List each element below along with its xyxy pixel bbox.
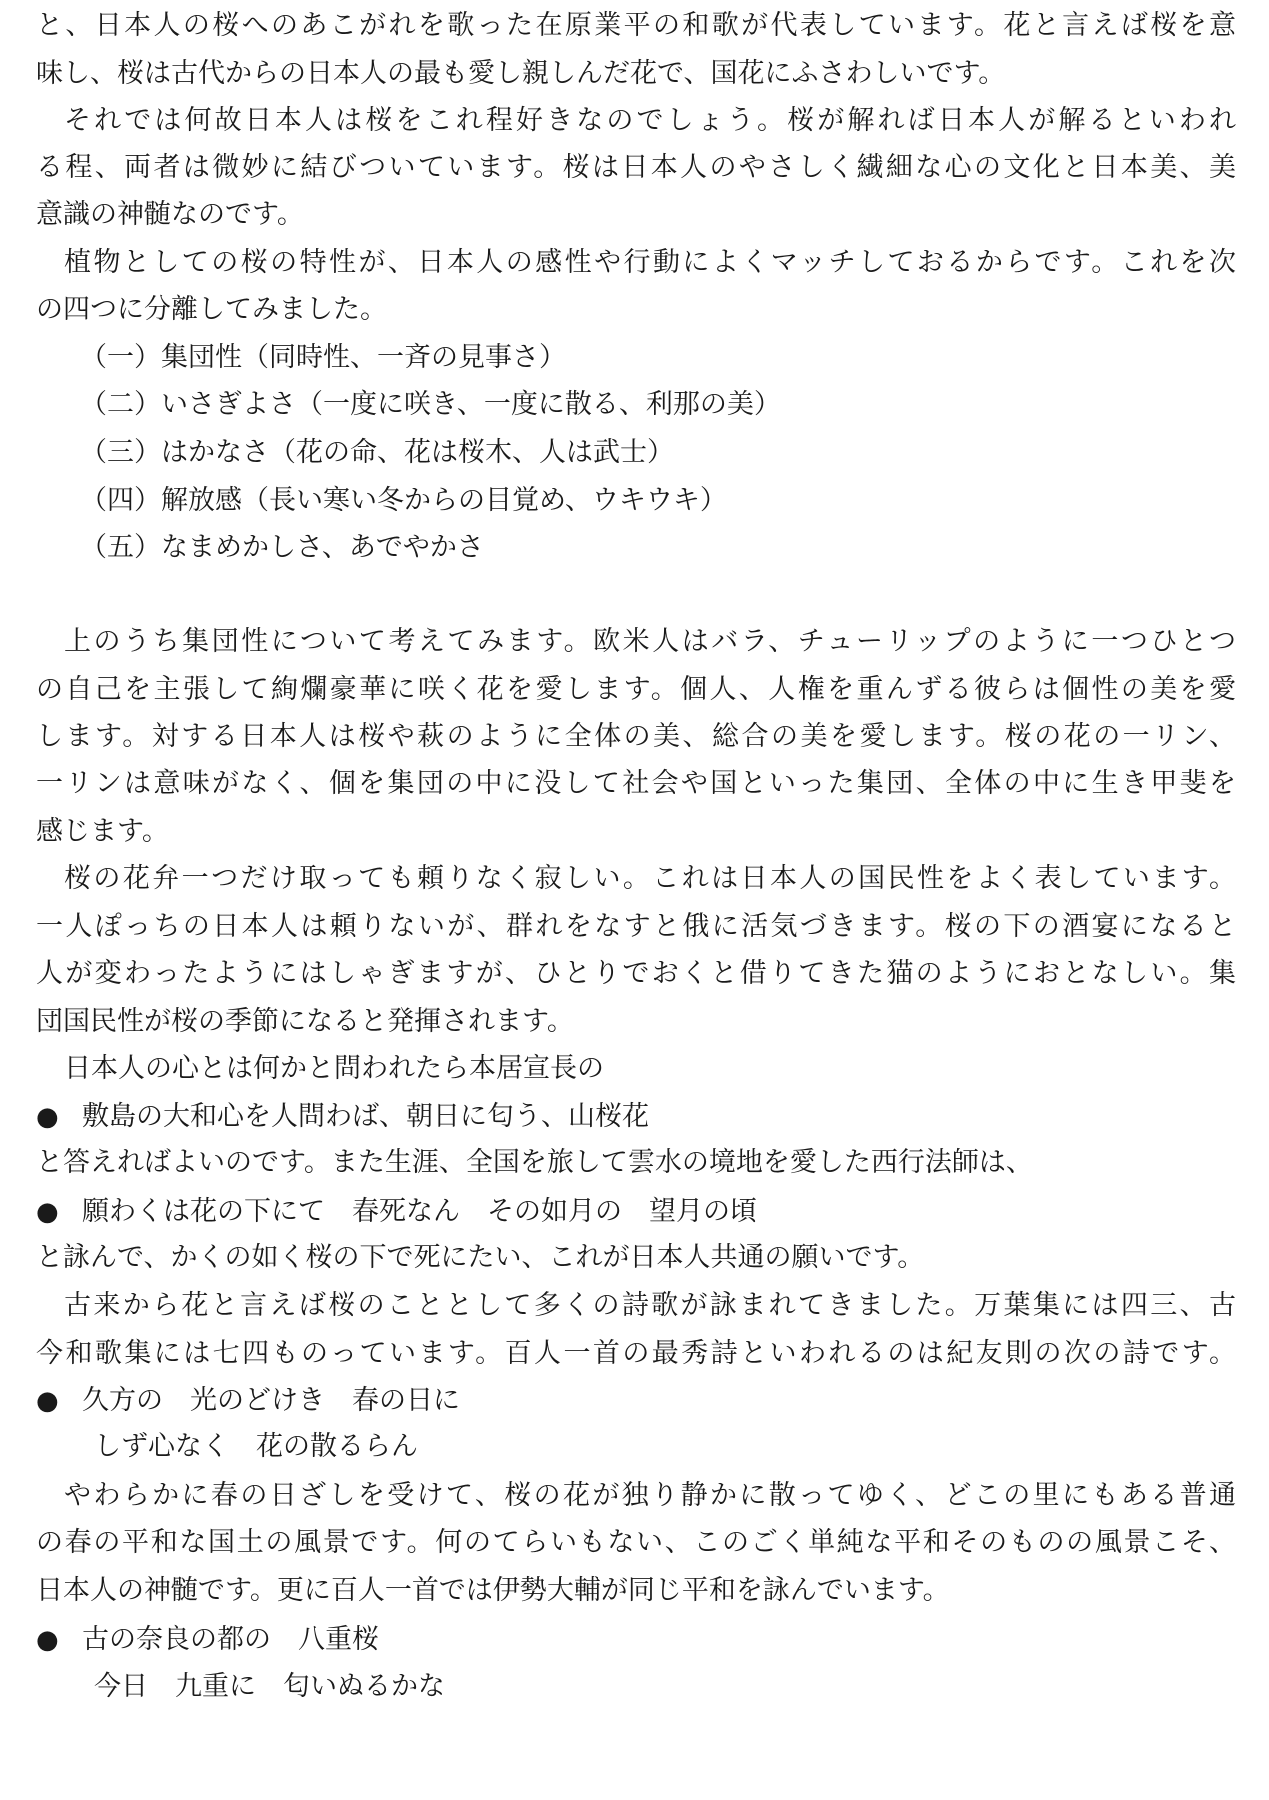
paragraph-line: と、日本人の桜へのあこがれを歌った在原業平の和歌が代表しています。花と言えば桜を意: [36, 10, 1236, 41]
paragraph-line: 一人ぽっちの日本人は頼りないが、群れをなすと俄に活気づきます。桜の下の酒宴になると: [36, 911, 1236, 942]
paragraph-line: 団国民性が桜の季節になると発揮されます。: [36, 1006, 574, 1037]
paragraph-line: 古来から花と言えば桜のこととして多くの詩歌が詠まれてきました。万葉集には四三、古: [64, 1290, 1236, 1321]
poem-text: 敷島の大和心を人問わば、朝日に匂う、山桜花: [82, 1101, 649, 1132]
poem-text: 願わくは花の下にて 春死なん その如月の 望月の頃: [82, 1196, 757, 1227]
paragraph-line: の四つに分離してみました。: [36, 294, 387, 325]
document-page: [36, 0, 1236, 1800]
poem-line: 今日 九重に 匂いぬるかな: [94, 1671, 445, 1702]
bullet-icon: ●: [36, 1625, 59, 1655]
paragraph-line: 意識の神髄なのです。: [36, 199, 304, 230]
poem-line: [36, 1383, 460, 1423]
list-item: （三）はかなさ（花の命、花は桜木、人は武士）: [80, 437, 674, 468]
poem-line: [36, 1099, 649, 1139]
bullet-icon: ●: [36, 1102, 59, 1132]
paragraph-line: 桜の花弁一つだけ取っても頼りなく寂しい。これは日本人の国民性をよく表しています。: [64, 863, 1236, 894]
paragraph-line: の春の平和な国土の風景です。何のてらいもない、このごく単純な平和そのものの風景こそ、: [36, 1527, 1236, 1558]
paragraph-line: と答えればよいのです。また生涯、全国を旅して雲水の境地を愛した西行法師は、: [36, 1147, 1033, 1178]
paragraph-line: 日本人の神髄です。更に百人一首では伊勢大輔が同じ平和を詠んでいます。: [36, 1575, 950, 1606]
list-item: （五）なまめかしさ、あでやかさ: [80, 532, 484, 563]
list-item: （四）解放感（長い寒い冬からの目覚め、ウキウキ）: [80, 485, 727, 516]
paragraph-line: 感じます。: [36, 816, 169, 847]
paragraph-line: 一リンは意味がなく、個を集団の中に没して社会や国といった集団、全体の中に生き甲斐を: [36, 768, 1236, 799]
paragraph-line: の自己を主張して絢爛豪華に咲く花を愛します。個人、人権を重んずる彼らは個性の美を愛: [36, 674, 1236, 705]
paragraph-line: 植物としての桜の特性が、日本人の感性や行動によくマッチしておるからです。これを次: [64, 247, 1236, 278]
paragraph-line: 味し、桜は古代からの日本人の最も愛し親しんだ花で、国花にふさわしいです。: [36, 58, 1006, 89]
list-item: （二）いさぎよさ（一度に咲き、一度に散る、利那の美）: [80, 389, 781, 420]
paragraph-line: る程、両者は微妙に結びついています。桜は日本人のやさしく繊細な心の文化と日本美、美: [36, 152, 1236, 183]
poem-line: [36, 1194, 757, 1234]
paragraph-line: 日本人の心とは何かと問われたら本居宣長の: [64, 1053, 604, 1084]
poem-text: 古の奈良の都の 八重桜: [82, 1624, 379, 1655]
poem-line: [36, 1622, 379, 1662]
paragraph-line: やわらかに春の日ざしを受けて、桜の花が独り静かに散ってゆく、どこの里にもある普通: [64, 1480, 1236, 1511]
paragraph-line: 人が変わったようにはしゃぎますが、ひとりでおくと借りてきた猫のようにおとなしい。集: [36, 958, 1236, 989]
poem-text: 久方の 光のどけき 春の日に: [82, 1385, 460, 1416]
paragraph-line: します。対する日本人は桜や萩のように全体の美、総合の美を愛します。桜の花の一リン、: [36, 721, 1236, 752]
bullet-icon: ●: [36, 1386, 59, 1416]
poem-line: しず心なく 花の散るらん: [94, 1431, 418, 1462]
paragraph-line: それでは何故日本人は桜をこれ程好きなのでしょう。桜が解れば日本人が解るといわれ: [64, 105, 1236, 136]
paragraph-line: 今和歌集には七四ものっています。百人一首の最秀詩といわれるのは紀友則の次の詩です。: [36, 1338, 1236, 1369]
bullet-icon: ●: [36, 1197, 59, 1227]
list-item: （一）集団性（同時性、一斉の見事さ）: [80, 342, 566, 373]
paragraph-line: 上のうち集団性について考えてみます。欧米人はバラ、チューリップのように一つひとつ: [64, 626, 1236, 657]
paragraph-line: と詠んで、かくの如く桜の下で死にたい、これが日本人共通の願いです。: [36, 1242, 925, 1273]
